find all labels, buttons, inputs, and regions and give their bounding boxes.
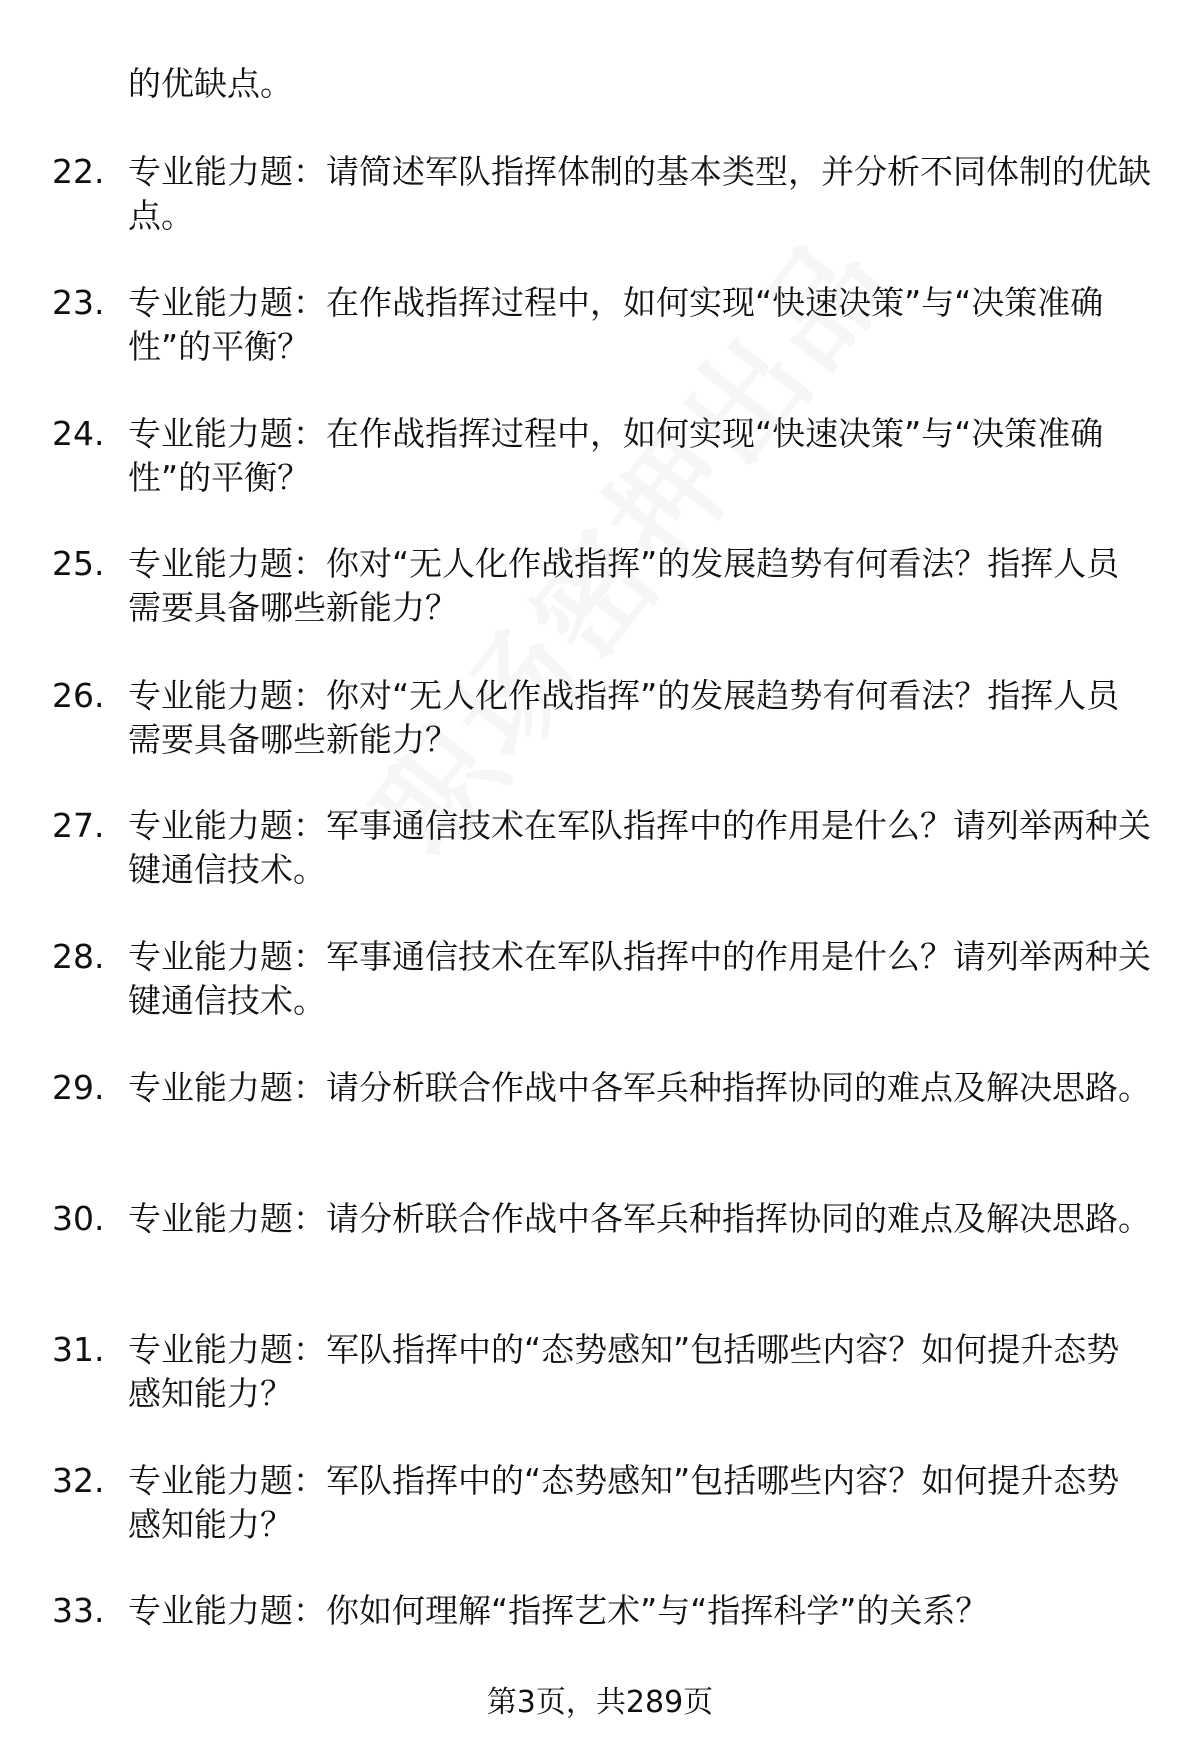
item-text: 专业能力题：在作战指挥过程中，如何实现“快速决策”与“决策准确性”的平衡？ [128, 283, 1104, 366]
page-number-footer: 第3页，共289页 [486, 1685, 714, 1720]
item-number: 26. [52, 676, 105, 715]
list-item [52, 150, 1152, 238]
item-text: 专业能力题：你对“无人化作战指挥”的发展趋势有何看法？指挥人员需要具备哪些新能力？ [128, 544, 1120, 627]
item-text: 专业能力题：军事通信技术在军队指挥中的作用是什么？请列举两种关键通信技术。 [128, 937, 1151, 1020]
item-number: 25. [52, 544, 105, 583]
list-item [52, 281, 1152, 369]
item-text: 专业能力题：军队指挥中的“态势感知”包括哪些内容？如何提升态势感知能力？ [128, 1461, 1120, 1544]
item-number: 23. [52, 283, 105, 322]
list-item [52, 1066, 1152, 1110]
item-text: 专业能力题：军队指挥中的“态势感知”包括哪些内容？如何提升态势感知能力？ [128, 1330, 1120, 1413]
item-number: 33. [52, 1591, 105, 1630]
item-number: 29. [52, 1068, 105, 1107]
item-number: 32. [52, 1461, 105, 1500]
continuation-text: 的优缺点。 [128, 64, 293, 103]
list-item [52, 1589, 1152, 1633]
list-item [52, 1328, 1152, 1416]
item-number: 31. [52, 1330, 105, 1369]
list-item [52, 1197, 1152, 1241]
item-text: 专业能力题：军事通信技术在军队指挥中的作用是什么？请列举两种关键通信技术。 [128, 806, 1151, 889]
item-number: 28. [52, 937, 105, 976]
list-item [52, 412, 1152, 500]
item-text: 专业能力题：请分析联合作战中各军兵种指挥协同的难点及解决思路。 [128, 1199, 1151, 1238]
item-number: 30. [52, 1199, 105, 1238]
item-text: 专业能力题：你对“无人化作战指挥”的发展趋势有何看法？指挥人员需要具备哪些新能力？ [128, 676, 1120, 759]
item-text: 专业能力题：请简述军队指挥体制的基本类型，并分析不同体制的优缺点。 [128, 152, 1151, 235]
list-item [52, 542, 1152, 630]
list-item [52, 804, 1152, 892]
item-number: 27. [52, 806, 105, 845]
list-item [52, 1459, 1152, 1547]
list-item [52, 674, 1152, 762]
item-text: 专业能力题：在作战指挥过程中，如何实现“快速决策”与“决策准确性”的平衡？ [128, 414, 1104, 497]
item-text: 专业能力题：你如何理解“指挥艺术”与“指挥科学”的关系？ [128, 1591, 989, 1630]
item-text: 专业能力题：请分析联合作战中各军兵种指挥协同的难点及解决思路。 [128, 1068, 1151, 1107]
item-number: 22. [52, 152, 105, 191]
list-item [52, 935, 1152, 1023]
item-number: 24. [52, 414, 105, 453]
